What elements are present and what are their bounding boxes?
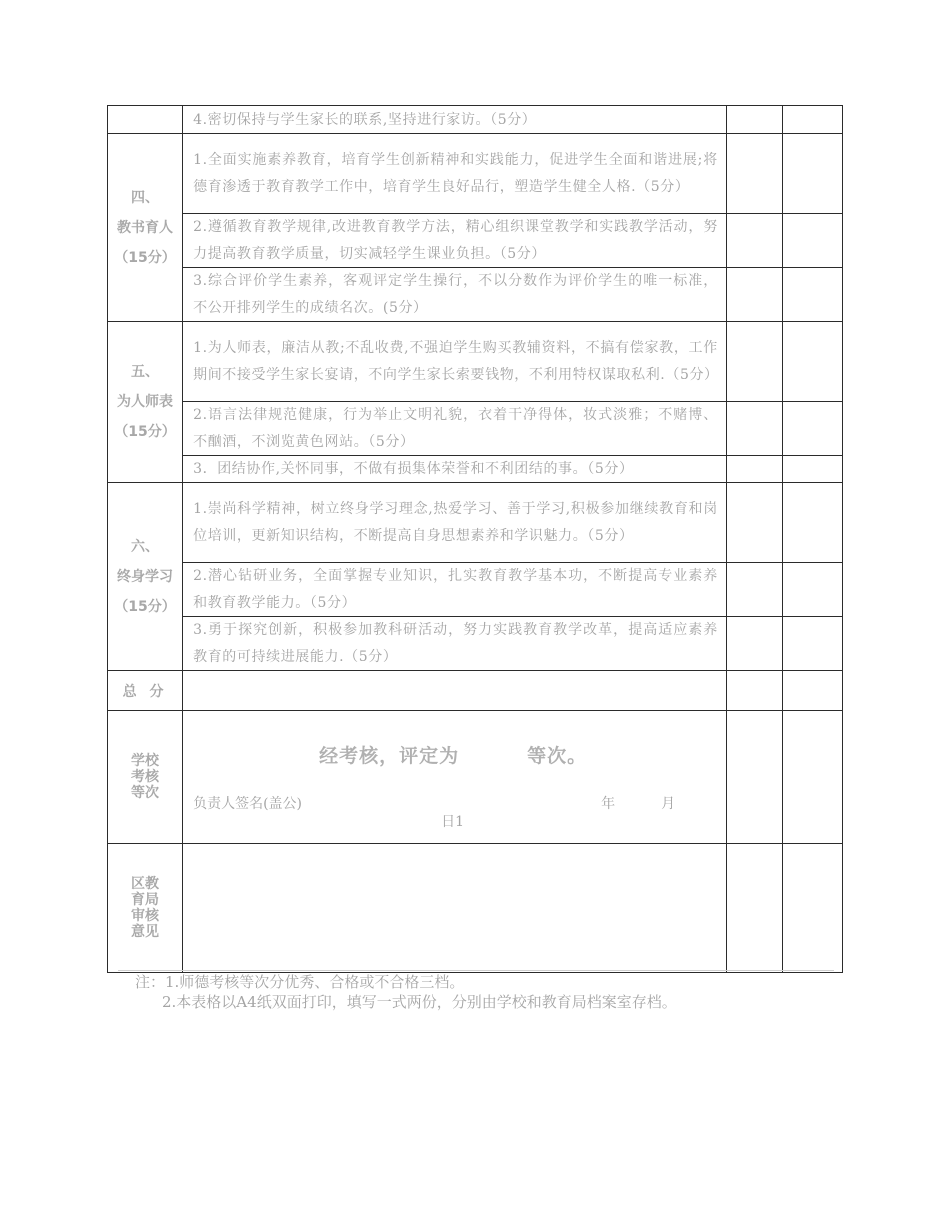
self-score-cell[interactable] (726, 268, 782, 322)
school-grade-review-cell[interactable] (782, 711, 842, 844)
table-row (108, 134, 843, 214)
self-score-cell[interactable] (726, 483, 782, 563)
self-score-cell[interactable] (726, 134, 782, 214)
review-score-cell[interactable] (782, 456, 842, 483)
school-grade-content (183, 711, 727, 844)
review-score-cell[interactable] (782, 617, 842, 671)
category-score: （15分） (114, 598, 176, 615)
footer-rule (118, 970, 834, 971)
label-line: 育局 (131, 892, 160, 908)
criterion-text: 2.语言法律规范健康，行为举止文明礼貌，衣着干净得体，妆式淡雅；不赌博、不酗酒，不浏览黄色网站。（5分） (183, 402, 727, 456)
table-row (108, 617, 843, 671)
category-number: 六、 (131, 538, 160, 555)
bureau-opinion-label (108, 844, 183, 973)
note-line-1: 注：1.师德考核等次分优秀、合格或不合格三档。 (135, 973, 465, 991)
self-score-cell[interactable] (726, 402, 782, 456)
category-name: 教书育人 (117, 219, 174, 236)
category-role-model (108, 322, 183, 483)
total-self-score-cell[interactable] (726, 671, 782, 711)
self-score-cell[interactable] (726, 106, 782, 134)
criterion-text: 2.潜心钻研业务，全面掌握专业知识，扎实教育教学基本功，不断提高专业素养和教育教学能力。（5分） (183, 563, 727, 617)
criterion-text: 1.崇尚科学精神，树立终身学习理念,热爱学习、善于学习,积极参加继续教育和岗位培训，更新知识结构，不断提高自身思想素养和学识魅力。（5分） (183, 483, 727, 563)
review-score-cell[interactable] (782, 563, 842, 617)
total-row (108, 671, 843, 711)
year-label: 年 (601, 796, 616, 812)
month-label: 月 (661, 796, 676, 812)
self-score-cell[interactable] (726, 214, 782, 268)
category-score: （15分） (114, 424, 176, 440)
review-score-cell[interactable] (782, 134, 842, 214)
category-name: 终身学习 (117, 568, 174, 585)
category-number: 五、 (131, 364, 160, 380)
self-score-cell[interactable] (726, 322, 782, 402)
category-cell-empty (108, 106, 183, 134)
criterion-text: 3.勇于探究创新，积极参加教科研活动，努力实践教育教学改革，提高适应素养教育的可持续进展能力.（5分） (183, 617, 727, 671)
criterion-text: 1.为人师表，廉洁从教;不乱收费,不强迫学生购买教辅资料，不搞有偿家教，工作期间不接受学生家长宴请，不向学生家长索要钱物，不利用特权谋取私利.（5分） (183, 322, 727, 402)
review-score-cell[interactable] (782, 402, 842, 456)
review-score-cell[interactable] (782, 483, 842, 563)
school-grade-row (108, 711, 843, 844)
label-line: 审核 (131, 908, 160, 924)
note-line-2: 2.本表格以A4纸双面打印，填写一式两份，分别由学校和教育局档案室存档。 (162, 993, 677, 1011)
assessment-table (107, 105, 843, 973)
label-line: 学校 (131, 753, 160, 769)
label-line: 区教 (131, 876, 160, 892)
self-score-cell[interactable] (726, 617, 782, 671)
self-score-cell[interactable] (726, 456, 782, 483)
day-label: 日1 (441, 814, 465, 830)
bureau-opinion-row (108, 844, 843, 973)
total-label: 总 分 (108, 671, 183, 711)
table-row (108, 563, 843, 617)
table-row (108, 456, 843, 483)
table-row (108, 214, 843, 268)
review-score-cell[interactable] (782, 214, 842, 268)
verdict-statement (319, 741, 587, 768)
review-score-cell[interactable] (782, 268, 842, 322)
verdict-suffix: 等次。 (527, 745, 588, 767)
school-grade-self-cell[interactable] (726, 711, 782, 844)
school-grade-label (108, 711, 183, 844)
criterion-text: 1.全面实施素养教育，培育学生创新精神和实践能力，促进学生全面和谐进展;将德育渗透于教育教学工作中，培育学生良好品行，塑造学生健全人格.（5分） (183, 134, 727, 214)
category-lifelong-learning (108, 483, 183, 671)
bureau-opinion-review-cell[interactable] (782, 844, 842, 973)
table-row (108, 106, 843, 134)
verdict-prefix: 经考核，评定为 (319, 745, 460, 767)
self-score-cell[interactable] (726, 563, 782, 617)
criterion-text: 4.密切保持与学生家长的联系,坚持进行家访。（5分） (183, 106, 727, 134)
label-line: 考核 (131, 769, 160, 785)
table-row (108, 402, 843, 456)
category-number: 四、 (131, 189, 160, 206)
category-teaching-educating (108, 134, 183, 322)
footnotes (135, 972, 677, 1012)
label-line: 意见 (131, 924, 160, 940)
label-line: 等次 (131, 785, 160, 801)
signature-label: 负责人签名(盖公) (193, 796, 303, 812)
review-score-cell[interactable] (782, 106, 842, 134)
table-row (108, 268, 843, 322)
category-score: （15分） (114, 249, 176, 266)
review-score-cell[interactable] (782, 322, 842, 402)
criterion-text: 3.综合评价学生素养，客观评定学生操行，不以分数作为评价学生的唯一标准，不公开排列学生的成绩名次。(5分） (183, 268, 727, 322)
criterion-text: 3．团结协作,关怀同事，不做有损集体荣誉和不利团结的事。（5分） (183, 456, 727, 483)
bureau-opinion-self-cell[interactable] (726, 844, 782, 973)
total-value-cell[interactable] (183, 671, 727, 711)
criterion-text: 2.遵循教育教学规律,改进教育教学方法，精心组织课堂教学和实践教学活动，努力提高教育教学质量，切实减轻学生课业负担。（5分） (183, 214, 727, 268)
table-row (108, 322, 843, 402)
total-review-score-cell[interactable] (782, 671, 842, 711)
category-name: 为人师表 (117, 394, 174, 410)
table-row (108, 483, 843, 563)
bureau-opinion-content[interactable] (183, 844, 727, 973)
